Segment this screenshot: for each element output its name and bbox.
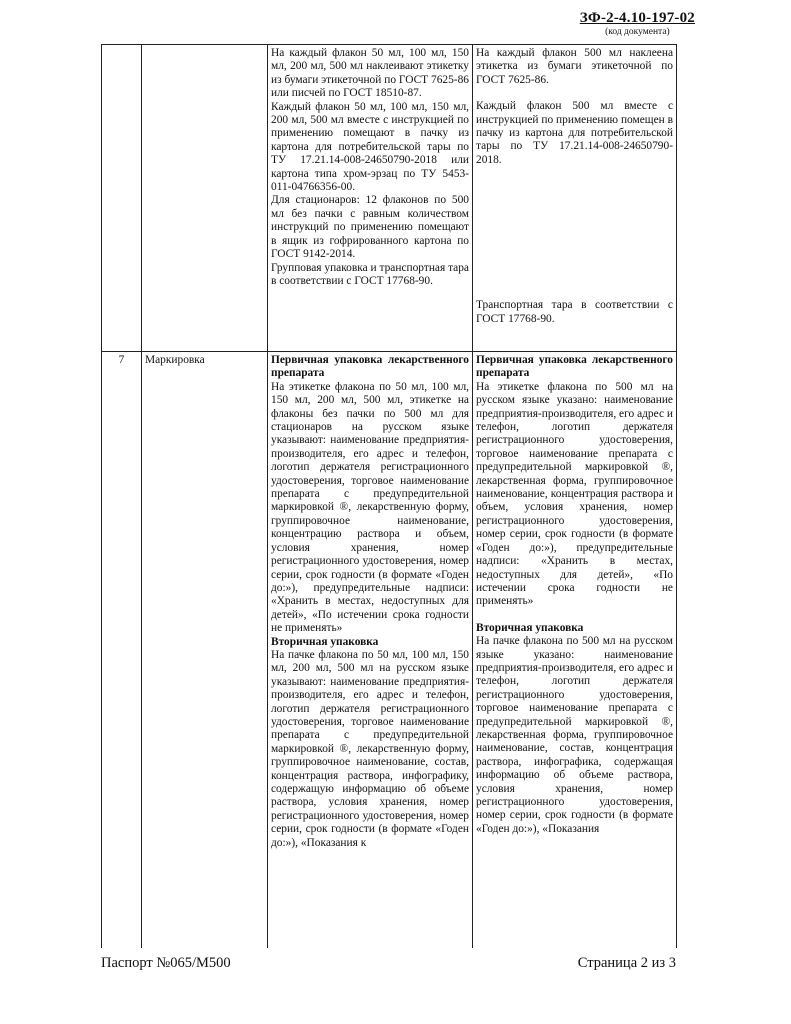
packaging-col-a <box>268 45 473 352</box>
document-code-block <box>580 10 695 37</box>
paragraph: На каждый флакон 50 мл, 100 мл, 150 мл, 200 мл, 500 мл наклеивают этикетку из бумаги этикеточной по ГОСТ 7625-86 или писчей по ГОСТ 18510-87. <box>271 47 469 100</box>
paragraph: На этикетке флакона по 500 мл на русском языке указано: наименование предприятия-производителя, его адрес и телефон, логотип держателя регистрационного удостоверения, торговое наименование препарата с предупредительной маркировкой ®, лекарственная форма, группировочное наименование, концентрация раствора и объем, условия хранения, номер регистрационного удостоверения, номер серии, срок годности (в формате «Годен до:»), предупредительные надписи: «Хранить в местах, недоступных для детей», «По истечении срока годности не применять» <box>476 380 673 608</box>
passport-table <box>101 44 677 948</box>
section-title: Первичная упаковка лекарственного препарата <box>476 354 673 380</box>
paragraph: Для стационаров: 12 флаконов по 500 мл без пачки с равным количеством инструкций по применению помещают в ящик из гофрированного картона по ГОСТ 9142-2014. <box>271 194 469 261</box>
page-number: Страница 2 из 3 <box>577 955 676 971</box>
row-name-cell: Маркировка <box>142 352 268 949</box>
paragraph: На пачке флакона по 50 мл, 100 мл, 150 мл, 200 мл, 500 мл на русском языке указывают: наименование предприятия-производителя, его адрес и телефон, логотип держателя регистрационного удостоверения, торговое наименование препарата с предупредительной маркировкой ®, лекарственную форму, группировочное наименование, состав, концентрация раствора, инфографику, содержащую информацию об объеме раствора, условия хранения, номер регистрационного удостоверения, номер серии, срок годности (в формате «Годен до:»), «Показания к <box>271 648 469 849</box>
table-row-marking <box>102 352 677 949</box>
document-code-caption: (код документа) <box>605 26 670 37</box>
section-title: Вторичная упаковка <box>271 635 379 648</box>
paragraph: На каждый флакон 500 мл наклеена этикетка из бумаги этикеточной по ГОСТ 7625-86. <box>476 47 673 86</box>
document-code: ЗФ-2-4.10-197-02 <box>579 10 695 26</box>
paragraph: Транспортная тара в соответствии с ГОСТ 17768-90. <box>476 299 673 325</box>
paragraph: Групповая упаковка и транспортная тара в соответствии с ГОСТ 17768-90. <box>271 261 469 287</box>
section-title: Первичная упаковка лекарственного препарата <box>271 354 469 380</box>
passport-number: Паспорт №065/М500 <box>101 955 231 971</box>
row-number-cell <box>102 45 142 352</box>
paragraph: На этикетке флакона по 50 мл, 100 мл, 150 мл, 200 мл, 500 мл, этикетке на флаконы без пачки по 500 мл для стационаров на русском языке указывают: наименование предприятия-производителя, его адрес и телефон, логотип держателя регистрационного удостоверения, торговое наименование препарата с предупредительной маркировкой ®, лекарственную форму, группировочное наименование, концентрацию раствора и объем, условия хранения, номер регистрационного удостоверения, номер серии, срок годности (в формате «Годен до:»), предупредительные надписи: «Хранить в местах, недоступных для детей», «По истечении срока годности не применять» <box>271 380 469 635</box>
marking-col-a <box>268 352 473 949</box>
paragraph: Каждый флакон 500 мл вместе с инструкцией по применению помещен в пачку из картона для потребительской тары по ТУ 17.21.14-008-24650790-2018. <box>476 100 673 166</box>
row-number-cell: 7 <box>102 352 142 949</box>
section-title: Вторичная упаковка <box>476 621 584 634</box>
marking-col-b <box>473 352 677 949</box>
packaging-col-b <box>473 45 677 352</box>
table-row-packaging <box>102 45 677 352</box>
paragraph: Каждый флакон 50 мл, 100 мл, 150 мл, 200 мл, 500 мл вместе с инструкцией по применению помещают в пачку из картона для потребительской тары по ТУ 17.21.14-008-24650790-2018 или картона типа хром-эрзац по ТУ 5453-011-04766356-00. <box>271 100 469 194</box>
paragraph: На пачке флакона по 500 мл на русском языке указано: наименование предприятия-производителя, его адрес и телефон, логотип держателя регистрационного удостоверения, торговое наименование препарата с предупредительной маркировкой ®, лекарственная форма, группировочное наименование, состав, концентрация раствора, инфографика, содержащая информацию об объеме раствора, условия хранения, номер регистрационного удостоверения, номер серии, срок годности (в формате «Годен до:»), «Показания <box>476 635 673 835</box>
row-name-cell <box>142 45 268 352</box>
